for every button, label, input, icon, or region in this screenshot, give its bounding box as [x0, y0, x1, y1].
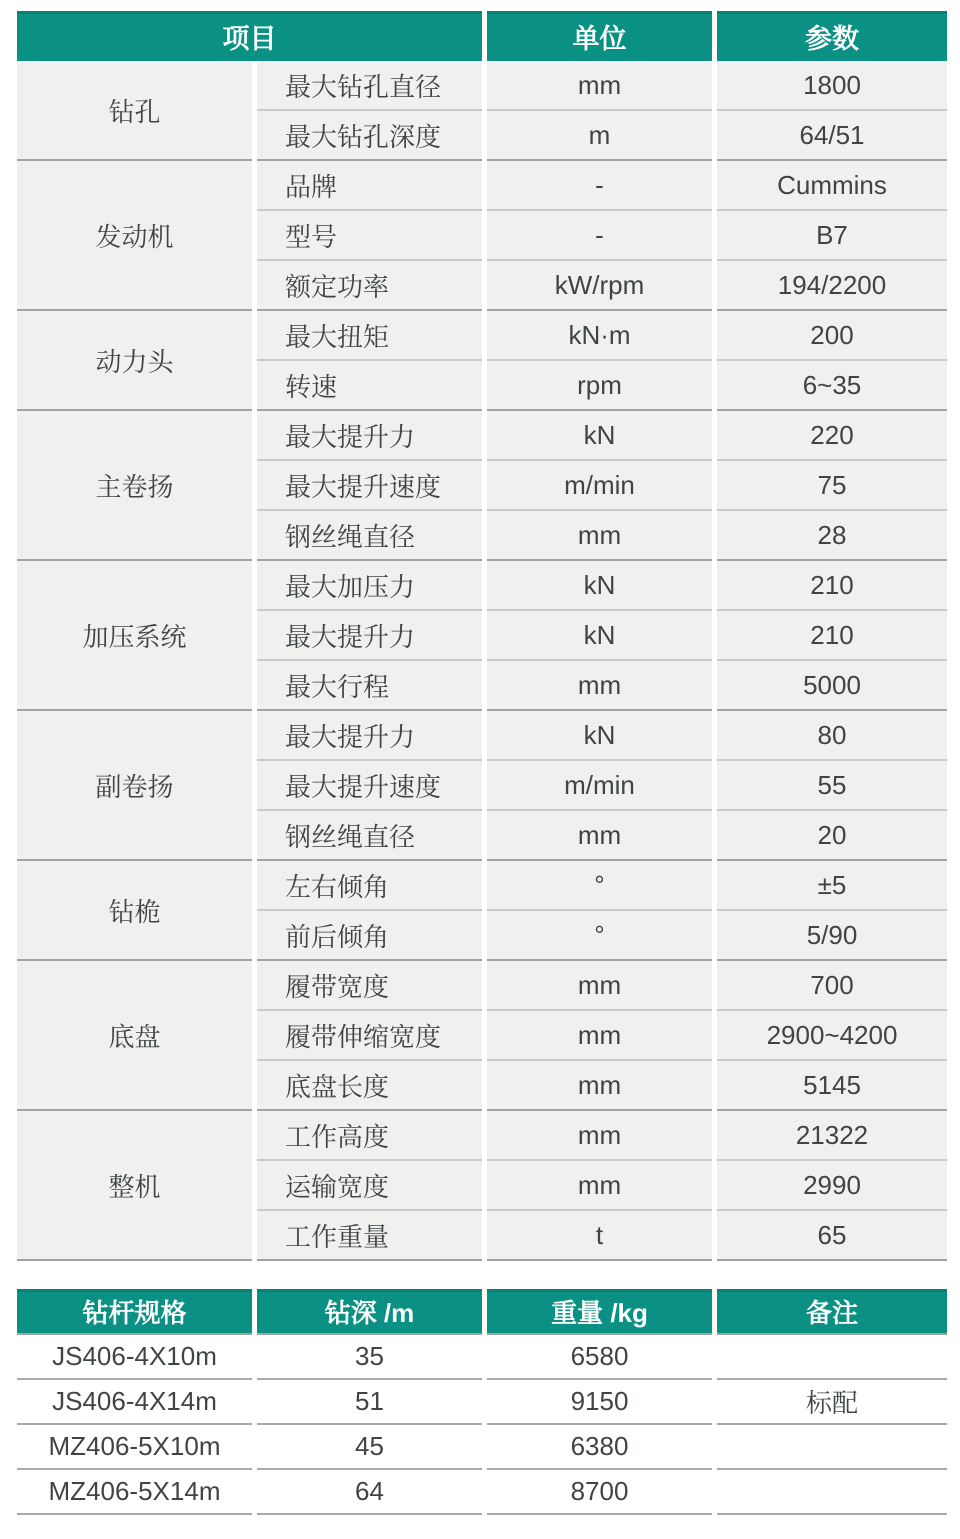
- table-row: [17, 309, 947, 359]
- table-row: [17, 1333, 947, 1380]
- item-cell: 最大行程: [257, 659, 482, 709]
- unit-cell: -: [487, 159, 712, 209]
- value-cell: 220: [717, 409, 947, 459]
- table-row: [17, 1425, 947, 1470]
- column-header-item: 项目: [17, 11, 482, 61]
- unit-cell: kN: [487, 609, 712, 659]
- value-cell: 194/2200: [717, 259, 947, 309]
- remark-cell: [717, 1470, 947, 1515]
- weight-cell: 9150: [487, 1380, 712, 1425]
- rod-table: [12, 1289, 952, 1515]
- value-cell: B7: [717, 209, 947, 259]
- item-cell: 转速: [257, 359, 482, 409]
- unit-cell: m: [487, 109, 712, 159]
- depth-cell: 45: [257, 1425, 482, 1470]
- rod-table-header: [17, 1289, 947, 1333]
- column-header-value: 参数: [717, 11, 947, 61]
- group-cell: 发动机: [17, 159, 252, 309]
- spec-table-body: [17, 61, 947, 1261]
- rod-spec-cell: MZ406-5X14m: [17, 1470, 252, 1515]
- depth-cell: 64: [257, 1470, 482, 1515]
- value-cell: 210: [717, 609, 947, 659]
- value-cell: 6~35: [717, 359, 947, 409]
- group-cell: 加压系统: [17, 559, 252, 709]
- unit-cell: mm: [487, 809, 712, 859]
- item-cell: 最大扭矩: [257, 309, 482, 359]
- header-row: [17, 1289, 947, 1333]
- value-cell: 65: [717, 1209, 947, 1261]
- group-cell: 钻孔: [17, 61, 252, 159]
- unit-cell: m/min: [487, 759, 712, 809]
- unit-cell: °: [487, 909, 712, 959]
- group-cell: 整机: [17, 1109, 252, 1261]
- item-cell: 左右倾角: [257, 859, 482, 909]
- value-cell: ±5: [717, 859, 947, 909]
- unit-cell: kN: [487, 559, 712, 609]
- table-row: [17, 959, 947, 1009]
- value-cell: 5145: [717, 1059, 947, 1109]
- unit-cell: mm: [487, 1009, 712, 1059]
- rod-spec-cell: MZ406-5X10m: [17, 1425, 252, 1470]
- unit-cell: m/min: [487, 459, 712, 509]
- remark-cell: 标配: [717, 1380, 947, 1425]
- value-cell: 210: [717, 559, 947, 609]
- item-cell: 最大钻孔深度: [257, 109, 482, 159]
- table-row: [17, 61, 947, 109]
- unit-cell: mm: [487, 1059, 712, 1109]
- rod-table-body: [17, 1333, 947, 1515]
- unit-cell: mm: [487, 1109, 712, 1159]
- item-cell: 最大加压力: [257, 559, 482, 609]
- item-cell: 工作高度: [257, 1109, 482, 1159]
- value-cell: 200: [717, 309, 947, 359]
- value-cell: 20: [717, 809, 947, 859]
- item-cell: 履带伸缩宽度: [257, 1009, 482, 1059]
- group-cell: 底盘: [17, 959, 252, 1109]
- item-cell: 最大钻孔直径: [257, 61, 482, 109]
- rod-spec-cell: JS406-4X10m: [17, 1333, 252, 1380]
- weight-cell: 6380: [487, 1425, 712, 1470]
- table-row: [17, 1470, 947, 1515]
- table-row: [17, 409, 947, 459]
- unit-cell: mm: [487, 509, 712, 559]
- value-cell: 80: [717, 709, 947, 759]
- unit-cell: °: [487, 859, 712, 909]
- value-cell: 700: [717, 959, 947, 1009]
- table-row: [17, 1380, 947, 1425]
- spec-table-header: [17, 11, 947, 61]
- item-cell: 底盘长度: [257, 1059, 482, 1109]
- column-header-remark: 备注: [717, 1289, 947, 1333]
- item-cell: 钢丝绳直径: [257, 509, 482, 559]
- column-header-rod-spec: 钻杆规格: [17, 1289, 252, 1333]
- unit-cell: t: [487, 1209, 712, 1261]
- item-cell: 最大提升力: [257, 409, 482, 459]
- group-cell: 主卷扬: [17, 409, 252, 559]
- item-cell: 履带宽度: [257, 959, 482, 1009]
- remark-cell: [717, 1425, 947, 1470]
- header-row: [17, 11, 947, 61]
- item-cell: 前后倾角: [257, 909, 482, 959]
- item-cell: 钢丝绳直径: [257, 809, 482, 859]
- unit-cell: kN: [487, 409, 712, 459]
- unit-cell: mm: [487, 1159, 712, 1209]
- table-row: [17, 559, 947, 609]
- unit-cell: kN·m: [487, 309, 712, 359]
- table-row: [17, 709, 947, 759]
- value-cell: 2990: [717, 1159, 947, 1209]
- table-row: [17, 159, 947, 209]
- unit-cell: -: [487, 209, 712, 259]
- group-cell: 副卷扬: [17, 709, 252, 859]
- unit-cell: kN: [487, 709, 712, 759]
- value-cell: 1800: [717, 61, 947, 109]
- unit-cell: mm: [487, 61, 712, 109]
- item-cell: 最大提升力: [257, 609, 482, 659]
- item-cell: 额定功率: [257, 259, 482, 309]
- depth-cell: 51: [257, 1380, 482, 1425]
- group-cell: 动力头: [17, 309, 252, 409]
- weight-cell: 8700: [487, 1470, 712, 1515]
- item-cell: 最大提升力: [257, 709, 482, 759]
- unit-cell: mm: [487, 959, 712, 1009]
- value-cell: 28: [717, 509, 947, 559]
- column-header-weight: 重量 /kg: [487, 1289, 712, 1333]
- column-header-depth: 钻深 /m: [257, 1289, 482, 1333]
- value-cell: 55: [717, 759, 947, 809]
- value-cell: 75: [717, 459, 947, 509]
- item-cell: 品牌: [257, 159, 482, 209]
- item-cell: 最大提升速度: [257, 459, 482, 509]
- item-cell: 运输宽度: [257, 1159, 482, 1209]
- item-cell: 最大提升速度: [257, 759, 482, 809]
- table-row: [17, 859, 947, 909]
- unit-cell: mm: [487, 659, 712, 709]
- value-cell: 64/51: [717, 109, 947, 159]
- weight-cell: 6580: [487, 1333, 712, 1380]
- value-cell: 5000: [717, 659, 947, 709]
- spec-table: [12, 11, 952, 1261]
- item-cell: 型号: [257, 209, 482, 259]
- remark-cell: [717, 1333, 947, 1380]
- unit-cell: kW/rpm: [487, 259, 712, 309]
- group-cell: 钻桅: [17, 859, 252, 959]
- rod-spec-cell: JS406-4X14m: [17, 1380, 252, 1425]
- value-cell: 5/90: [717, 909, 947, 959]
- depth-cell: 35: [257, 1333, 482, 1380]
- value-cell: Cummins: [717, 159, 947, 209]
- value-cell: 21322: [717, 1109, 947, 1159]
- item-cell: 工作重量: [257, 1209, 482, 1261]
- unit-cell: rpm: [487, 359, 712, 409]
- value-cell: 2900~4200: [717, 1009, 947, 1059]
- column-header-unit: 单位: [487, 11, 712, 61]
- table-row: [17, 1109, 947, 1159]
